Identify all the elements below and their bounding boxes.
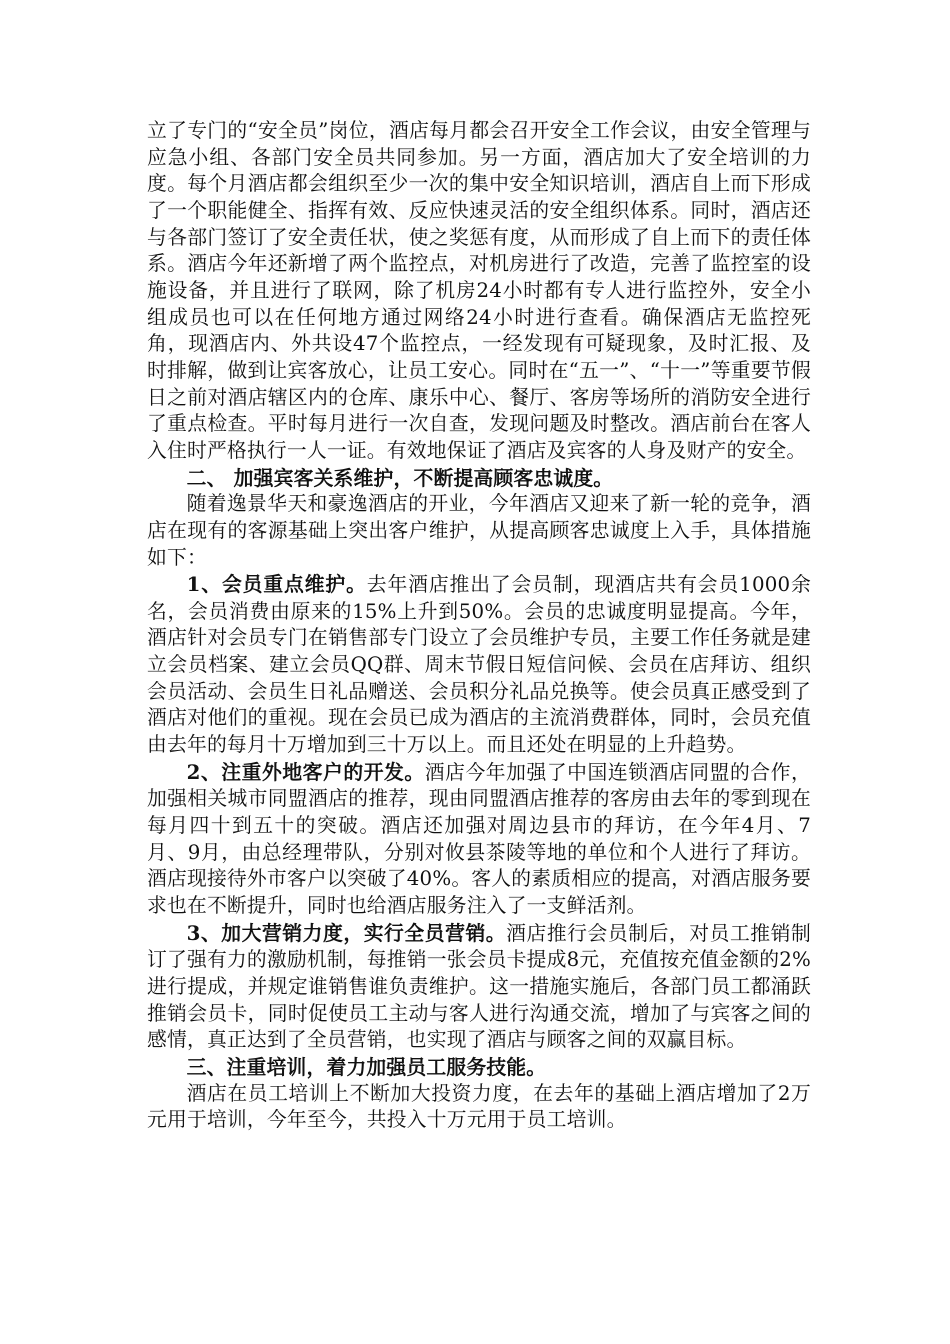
paragraph-item-1 [147,571,811,759]
paragraph-safety-continued: 立了专门的“安全员”岗位，酒店每月都会召开安全工作会议，由安全管理与应急小组、各部门安全员共同参加。另一方面，酒店加大了安全培训的力度。每个月酒店都会组织至少一次的集中安全知识培训，酒店自上而下形成了一个职能健全、指挥有效、反应快速灵活的安全组织体系。同时，酒店还与各部门签订了安全责任状，使之奖惩有度，从而形成了自上而下的责任体系。酒店今年还新增了两个监控点，对机房进行了改造，完善了监控室的设施设备，并且进行了联网，除了机房24小时都有专人进行监控外，安全小组成员也可以在任何地方通过网络24小时进行查看。确保酒店无监控死角，现酒店内、外共设47个监控点，一经发现有可疑现象，及时汇报、及时排解，做到让宾客放心，让员工安心。同时在“五一”、“十一”等重要节假日之前对酒店辖区内的仓库、康乐中心、餐厅、客房等场所的消防安全进行了重点检查。平时每月进行一次自查，发现问题及时整改。酒店前台在客人入住时严格执行一人一证。有效地保证了酒店及宾客的人身及财产的安全。 [147,119,811,462]
item-2-body: 酒店今年加强了中国连锁酒店同盟的合作，加强相关城市同盟酒店的推荐，现由同盟酒店推荐的客房由去年的零到现在每月四十到五十的突破。酒店还加强对周边县市的拜访，在今年4月、7月、9月，由总经理带队，分别对攸县茶陵等地的单位和个人进行了拜访。酒店现接待外市客户以突破了40%。客人的素质相应的提高，对酒店服务要求也在不断提升，同时也给酒店服务注入了一支鲜活剂。 [147,760,811,918]
section-heading-2: 二、 加强宾客关系维护，不断提高顾客忠诚度。 [186,465,614,490]
item-1-title: 1、会员重点维护。 [186,572,367,597]
item-2-title: 2、注重外地客户的开发。 [186,759,425,784]
paragraph-item-2 [147,759,811,920]
item-1-body: 去年酒店推出了会员制，现酒店共有会员1000余名，会员消费由原来的15%上升到50%。会员的忠诚度明显提高。今年，酒店针对会员专门在销售部专门设立了会员维护专员，主要工作任务就是建立会员档案、建立会员QQ群、周末节假日短信问候、会员在店拜访、组织会员活动、会员生日礼品赠送、会员积分礼品兑换等。使会员真正感受到了酒店对他们的重视。现在会员已成为酒店的主流消费群体，同时，会员充值由去年的每月十万增加到三十万以上。而且还处在明显的上升趋势。 [147,573,811,757]
paragraph-section-2-intro: 随着逸景华天和豪逸酒店的开业，今年酒店又迎来了新一轮的竞争，酒店在现有的客源基础上突出客户维护，从提高顾客忠诚度上入手，具体措施如下： [147,492,811,569]
item-3-body: 酒店推行会员制后，对员工推销制订了强有力的激励机制，每推销一张会员卡提成8元，充值按充值金额的2%进行提成，并规定谁销售谁负责维护。这一措施实施后，各部门员工都涌跃推销会员卡，同时促使员工主动与客人进行沟通交流，增加了与宾客之间的感情，真正达到了全员营销，也实现了酒店与顾客之间的双赢目标。 [147,921,811,1052]
paragraph-item-3 [147,920,811,1054]
paragraph-section-3-intro: 酒店在员工培训上不断加大投资力度，在去年的基础上酒店增加了2万元用于培训，今年至今，共投入十万元用于员工培训。 [147,1081,811,1132]
document-body [147,118,811,1134]
item-3-title: 3、加大营销力度，实行全员营销。 [186,920,507,945]
section-heading-3: 三、注重培训，着力加强员工服务技能。 [186,1054,547,1079]
